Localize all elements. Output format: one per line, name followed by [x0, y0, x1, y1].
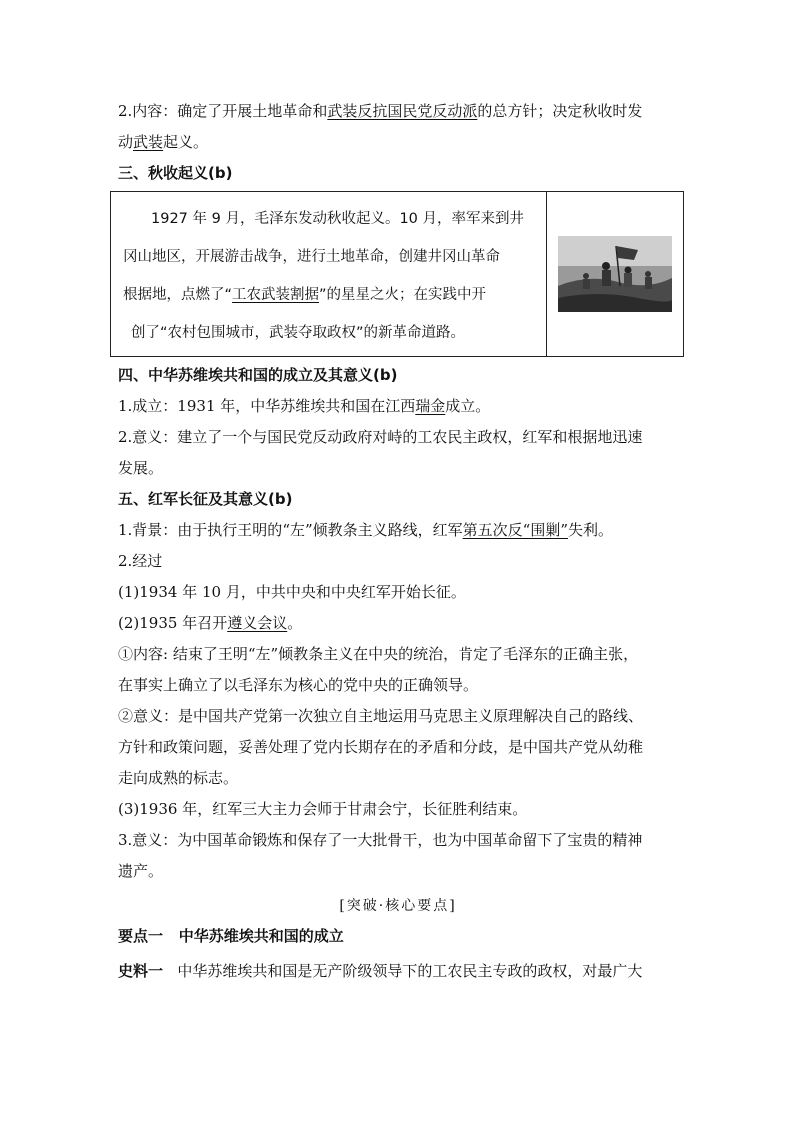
sec5-paragraph-5a: ①内容: 结束了王明“左”倾教条主义在中央的统治，肯定了毛泽东的正确主张，	[118, 645, 639, 663]
painting-image	[547, 192, 683, 356]
sec5-paragraph-8a: 3.意义：为中国革命锻炼和保存了一大批骨干，也为中国革命留下了宝贵的精神	[118, 831, 643, 849]
paragraph-content-1: 2.内容：确定了开展土地革命和武装反抗国民党反动派的总方针；决定秋收时发	[118, 102, 643, 120]
sec5-paragraph-3: (1)1934 年 10 月，中共中央和中央红军开始长征。	[118, 583, 466, 601]
section-5-title: 五、红军长征及其意义(b)	[118, 490, 293, 508]
document-page	[118, 96, 678, 987]
autumn-uprising-box	[110, 191, 684, 357]
sec5-paragraph-6b: 方针和政策问题，妥善处理了党内长期存在的矛盾和分歧，是中国共产党从幼稚	[118, 738, 644, 756]
underlined-term: 工农武装割据	[232, 287, 320, 303]
sec5-paragraph-6c: 走向成熟的标志。	[118, 769, 239, 787]
section-3-title: 三、秋收起义(b)	[118, 164, 233, 182]
sec5-paragraph-5b: 在事实上确立了以毛泽东为核心的党中央的正确领导。	[118, 676, 479, 694]
sec5-paragraph-7: (3)1936 年，红军三大主力会师于甘肃会宁，长征胜利结束。	[118, 800, 528, 818]
box-line-1: 1927 年 9 月，毛泽东发动秋收起义。10 月，率军来到井	[151, 211, 525, 227]
box-text	[111, 192, 547, 356]
sec5-paragraph-1: 1.背景：由于执行王明的“左”倾教条主义路线，红军第五次反“围剿”失利。	[118, 521, 614, 539]
box-line-4: 创了“农村包围城市，武装夺取政权”的新革命道路。	[131, 325, 466, 341]
sec4-paragraph-1: 1.成立：1931 年，中华苏维埃共和国在江西瑞金成立。	[118, 397, 491, 415]
underlined-term: 遵义会议	[227, 614, 288, 632]
sec5-paragraph-6a: ②意义：是中国共产党第一次独立自主地运用马克思主义原理解决自己的路线、	[118, 707, 644, 725]
sec5-paragraph-2: 2.经过	[118, 552, 163, 570]
sec5-paragraph-8b: 遗产。	[118, 862, 164, 880]
underlined-term: 瑞金	[415, 397, 446, 415]
section-4-title: 四、中华苏维埃共和国的成立及其意义(b)	[118, 366, 398, 384]
key-point-label: 要点一	[118, 927, 164, 945]
sec4-paragraph-2a: 2.意义：建立了一个与国民党反动政府对峙的工农民主政权，红军和根据地迅速	[118, 428, 643, 446]
key-point-1	[118, 921, 678, 952]
section-banner: [突破·核心要点]	[339, 898, 457, 914]
source-1	[118, 956, 678, 987]
box-line-2: 冈山地区，开展游击战争，进行土地革命，创建井冈山革命	[123, 249, 500, 265]
source-text: 中华苏维埃共和国是无产阶级领导下的工农民主专政的政权，对最广大	[177, 962, 643, 980]
box-line-3: 根据地，点燃了“工农武装割据”的星星之火；在实践中开	[123, 287, 487, 303]
key-point-text: 中华苏维埃共和国的成立	[178, 927, 344, 945]
painting-icon	[558, 236, 672, 312]
sec4-paragraph-2b: 发展。	[118, 459, 164, 477]
underlined-term: 武装反抗国民党反动派	[327, 102, 478, 120]
underlined-term: 武装	[133, 133, 164, 151]
sec5-paragraph-4: (2)1935 年召开遵义会议。	[118, 614, 303, 632]
source-label: 史料一	[118, 962, 164, 980]
underlined-term: 第五次反“围剿”	[462, 521, 568, 539]
paragraph-content-2: 动武装起义。	[118, 133, 209, 151]
